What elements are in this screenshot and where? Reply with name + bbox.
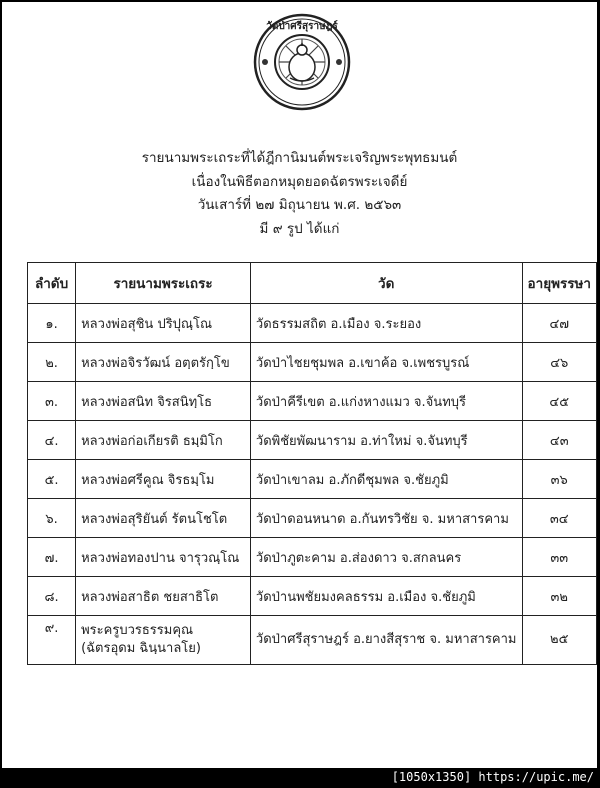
table-row [28,616,597,665]
cell-order: ๗. [28,538,76,577]
cell-years: ๓๖ [522,460,597,499]
table-row [28,499,597,538]
cell-temple: วัดป่าเขาลม อ.ภักดีชุมพล จ.ชัยภูมิ [250,460,522,499]
cell-years: ๔๓ [522,421,597,460]
heading-occasion: เนื่องในพิธีตอกหมุดยอดฉัตรพระเจดีย์ [191,173,408,190]
monk-title: พระครูบวรธรรมคุณ [81,623,194,638]
col-header-temple: วัด [250,263,522,304]
document-page [2,2,597,768]
temple-seal-icon [252,12,352,112]
table-header-row [28,263,597,304]
table-row [28,577,597,616]
col-header-years: อายุพรรษา [522,263,597,304]
monk-ordination-name: (ฉัตรอุดม ฉินฺนาลโย) [81,641,201,656]
cell-order: ๘. [28,577,76,616]
table-row [28,343,597,382]
heading-count: มี ๙ รูป ได้แก่ [259,220,340,237]
cell-temple: วัดป่าคีรีเขต อ.แก่งหางแมว จ.จันทบุรี [250,382,522,421]
cell-years: ๓๓ [522,538,597,577]
cell-name: หลวงพ่อสุชิน ปริปุณฺโณ [76,304,251,343]
col-header-name: รายนามพระเถระ [76,263,251,304]
cell-years: ๔๗ [522,304,597,343]
cell-order: ๙. [28,616,76,665]
cell-name: หลวงพ่อสนิท จิรสนิทฺโธ [76,382,251,421]
cell-order: ๕. [28,460,76,499]
cell-order: ๔. [28,421,76,460]
cell-temple: วัดป่าศรีสุราษฎร์ อ.ยางสีสุราช จ. มหาสารคาม [250,616,522,665]
cell-years: ๒๕ [522,616,597,665]
heading-title: รายนามพระเถระที่ได้ฎีกานิมนต์พระเจริญพระพุทธมนต์ [141,150,458,166]
cell-order: ๑. [28,304,76,343]
cell-name: หลวงพ่อสาธิต ชยสาธิโต [76,577,251,616]
temple-seal-logo [252,12,352,112]
table-row [28,382,597,421]
cell-order: ๖. [28,499,76,538]
cell-name: หลวงพ่อศรีคูณ จิรธมฺโม [76,460,251,499]
cell-name: หลวงพ่อสุริยันต์ รัตนโชโต [76,499,251,538]
cell-name [76,616,251,665]
image-host-watermark: [1050x1350] https://upic.me/ [391,770,594,784]
col-header-order: ลำดับ [28,263,76,304]
table-row [28,304,597,343]
cell-temple: วัดป่าภูตะคาม อ.ส่องดาว จ.สกลนคร [250,538,522,577]
cell-years: ๓๔ [522,499,597,538]
heading-date: วันเสาร์ที่ ๒๗ มิถุนายน พ.ศ. ๒๕๖๓ [197,197,402,213]
document-heading [2,147,597,241]
cell-years: ๔๕ [522,382,597,421]
cell-name: หลวงพ่อก่อเกียรติ ธมฺมิโก [76,421,251,460]
cell-years: ๓๒ [522,577,597,616]
cell-years: ๔๖ [522,343,597,382]
cell-temple: วัดธรรมสถิต อ.เมือง จ.ระยอง [250,304,522,343]
cell-temple: วัดป่าไชยชุมพล อ.เขาค้อ จ.เพชรบูรณ์ [250,343,522,382]
cell-temple: วัดพิชัยพัฒนาราม อ.ท่าใหม่ จ.จันทบุรี [250,421,522,460]
monks-table [27,262,597,665]
cell-order: ๓. [28,382,76,421]
cell-name: หลวงพ่อทองปาน จารุวณฺโณ [76,538,251,577]
table-row [28,421,597,460]
cell-temple: วัดป่าดอนหนาด อ.กันทรวิชัย จ. มหาสารคาม [250,499,522,538]
cell-temple: วัดป่านพชัยมงคลธรรม อ.เมือง จ.ชัยภูมิ [250,577,522,616]
cell-name: หลวงพ่อจิรวัฒน์ อตฺตรักฺโข [76,343,251,382]
cell-order: ๒. [28,343,76,382]
table-row [28,460,597,499]
table-row [28,538,597,577]
svg-text:วัดป่าศรีสุราษฎร์: วัดป่าศรีสุราษฎร์ [266,21,338,32]
